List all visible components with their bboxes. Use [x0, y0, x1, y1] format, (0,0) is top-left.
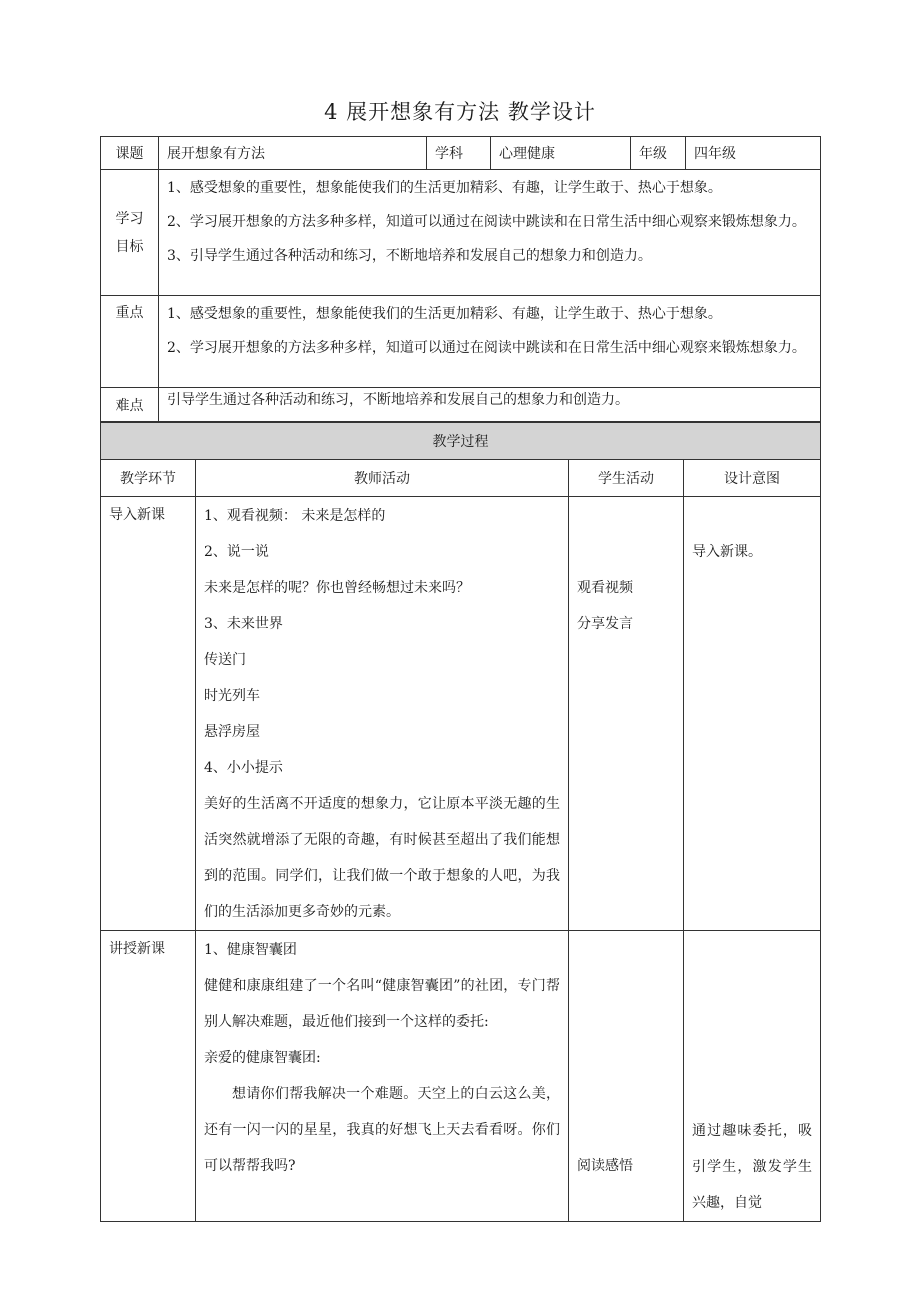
- column-header-intent: 设计意图: [684, 460, 821, 497]
- teacher-activity-cell: [196, 497, 569, 931]
- key-points-label: 重点: [101, 296, 159, 388]
- teacher-line: 传送门: [204, 652, 246, 668]
- column-header-teacher: 教师活动: [196, 460, 569, 497]
- goal-item: 3、引导学生通过各种活动和练习，不断地培养和发展自己的想象力和创造力。: [167, 248, 652, 264]
- process-header-row: [101, 423, 821, 460]
- grade-value: 四年级: [686, 137, 821, 170]
- teaching-process-table: [100, 422, 821, 1222]
- teacher-line: 4、小小提示: [204, 760, 283, 776]
- goals-label: [101, 170, 159, 296]
- process-row-intro: [101, 497, 821, 931]
- process-row-new-lesson: [101, 931, 821, 1222]
- teacher-paragraph: 想请你们帮我解决一个难题。天空上的白云这么美，还有一闪一闪的星星，我真的好想飞上天去看看呀。你们可以帮帮我吗?: [204, 1086, 560, 1174]
- lesson-info-table: [100, 136, 821, 422]
- teacher-paragraph: 健健和康康组建了一个名叫“健康智囊团”的社团，专门帮别人解决难题，最近他们接到一个这样的委托:: [204, 978, 560, 1030]
- student-line: 观看视频: [577, 580, 633, 596]
- discipline-value: 心理健康: [491, 137, 631, 170]
- stage-cell: 导入新课: [101, 497, 196, 931]
- teacher-line: 悬浮房屋: [204, 724, 260, 740]
- goal-item: 2、学习展开想象的方法多种多样，知道可以通过在阅读中跳读和在日常生活中细心观察来锻炼想象力。: [167, 214, 806, 230]
- teacher-line: 3、未来世界: [204, 616, 283, 632]
- stage-cell: 讲授新课: [101, 931, 196, 1222]
- discipline-label: 学科: [427, 137, 491, 170]
- document-title: 4 展开想象有方法 教学设计: [324, 100, 596, 124]
- goals-label-line1: 学习: [115, 210, 144, 227]
- difficulty-text: 引导学生通过各种活动和练习，不断地培养和发展自己的想象力和创造力。: [159, 388, 821, 422]
- teacher-line: 未来是怎样的呢？你也曾经畅想过未来吗？: [204, 580, 470, 596]
- goals-label-line2: 目标: [115, 238, 144, 255]
- design-intent-cell: 导入新课。: [684, 497, 821, 931]
- key-points-content: [159, 296, 821, 388]
- key-points-row: [101, 296, 821, 388]
- teacher-paragraph: 美好的生活离不开适度的想象力，它让原本平淡无趣的生活突然就增添了无限的奇趣，有时候甚至超出了我们能想到的范围。同学们，让我们做一个敢于想象的人吧，为我们的生活添加更多奇妙的元素。: [204, 796, 560, 920]
- teacher-line: 亲爱的健康智囊团:: [204, 1050, 321, 1066]
- info-row: [101, 137, 821, 170]
- column-header-stage: 教学环节: [101, 460, 196, 497]
- goals-content: [159, 170, 821, 296]
- goals-row: [101, 170, 821, 296]
- process-header: 教学过程: [101, 423, 821, 460]
- teacher-activity-cell: [196, 931, 569, 1222]
- teacher-line: 1、健康智囊团: [204, 942, 297, 958]
- subject-value: 展开想象有方法: [159, 137, 427, 170]
- grade-label: 年级: [631, 137, 686, 170]
- teacher-line: 时光列车: [204, 688, 260, 704]
- student-activity-cell: [569, 497, 684, 931]
- design-intent-cell: 通过趣味委托，吸引学生，激发学生兴趣，自觉: [684, 931, 821, 1222]
- column-header-student: 学生活动: [569, 460, 684, 497]
- teacher-line: 1、观看视频： 未来是怎样的: [204, 508, 386, 524]
- key-point-item: 2、学习展开想象的方法多种多样，知道可以通过在阅读中跳读和在日常生活中细心观察来锻炼想象力。: [167, 340, 806, 356]
- student-activity-cell: 阅读感悟: [569, 931, 684, 1222]
- teacher-line: 2、说一说: [204, 544, 269, 560]
- difficulty-row: [101, 388, 821, 422]
- key-point-item: 1、感受想象的重要性，想象能使我们的生活更加精彩、有趣，让学生敢于、热心于想象。: [167, 306, 722, 322]
- process-columns-row: [101, 460, 821, 497]
- difficulty-label: 难点: [101, 388, 159, 422]
- student-line: 分享发言: [577, 616, 633, 632]
- goal-item: 1、感受想象的重要性，想象能使我们的生活更加精彩、有趣，让学生敢于、热心于想象。: [167, 180, 722, 196]
- subject-label: 课题: [101, 137, 159, 170]
